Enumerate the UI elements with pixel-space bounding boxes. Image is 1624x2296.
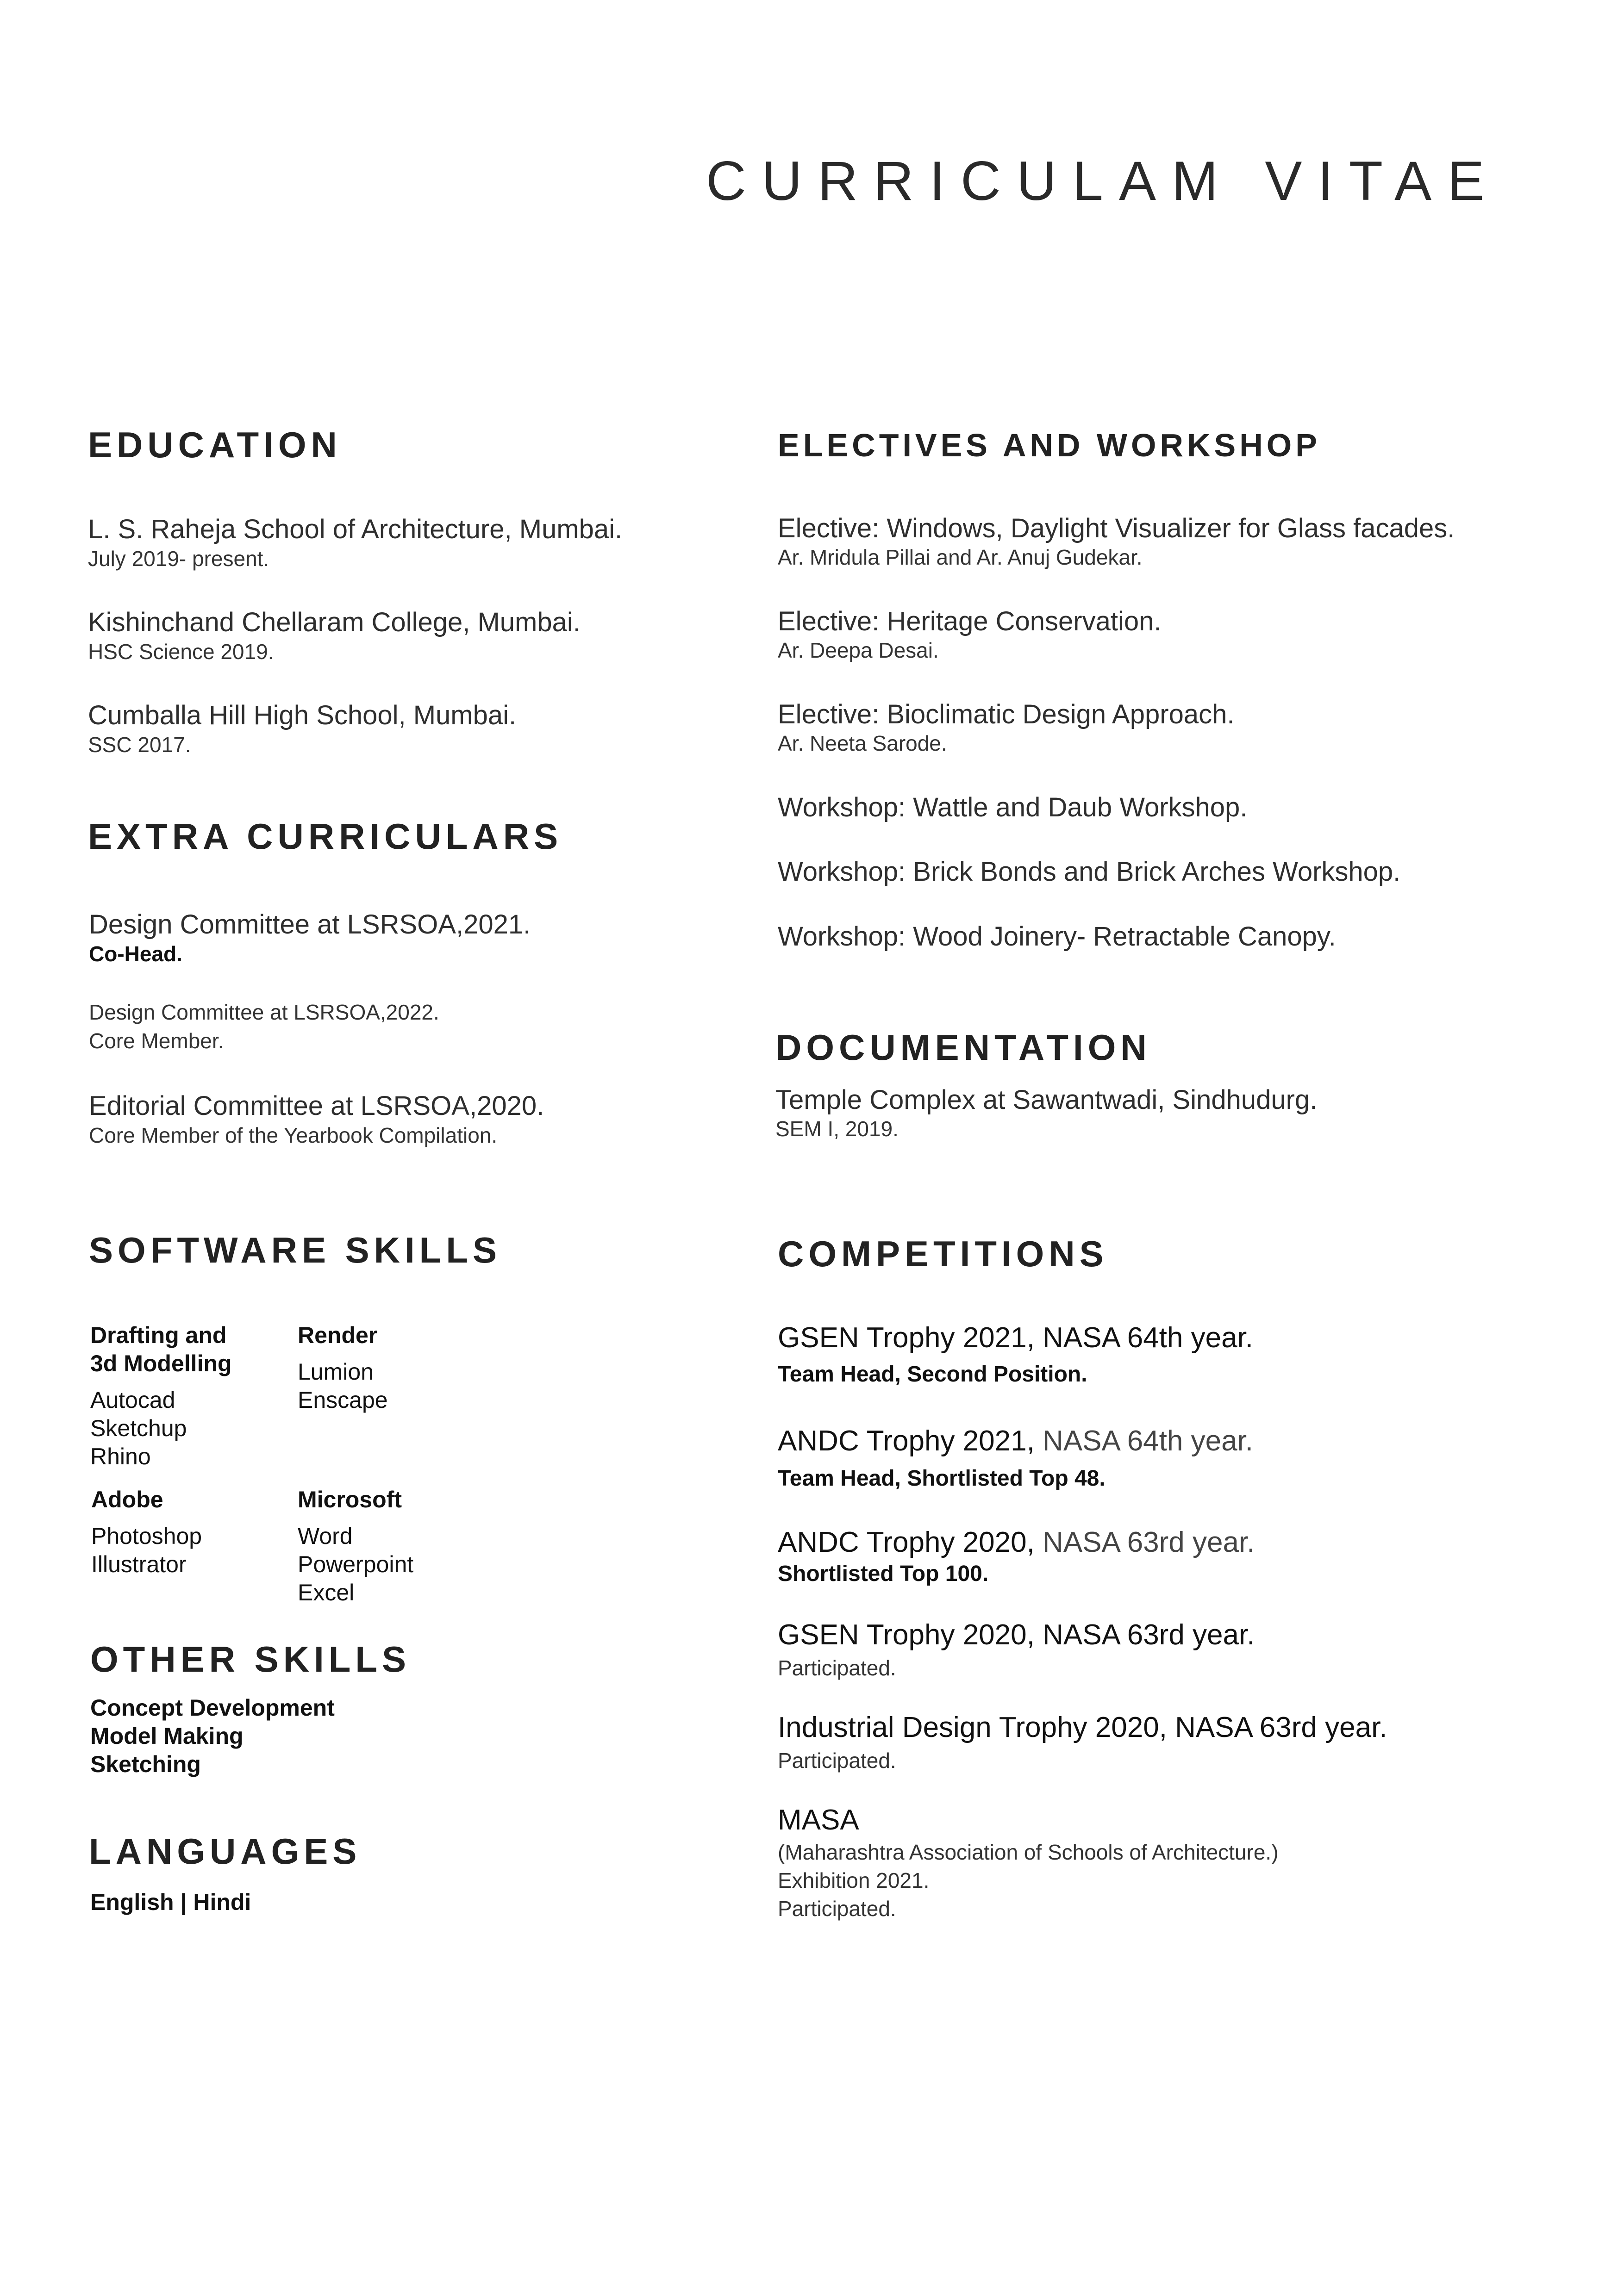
competition-item-detail: Participated. [778,1748,896,1773]
elective-item-name: Elective: Bioclimatic Design Approach. [778,699,1235,729]
extra-curriculars-heading: EXTRA CURRICULARS [88,816,563,857]
software-item: Powerpoint [298,1551,414,1577]
extra-item-name: Design Committee at LSRSOA,2022. [89,1000,439,1024]
extra-item-detail: Core Member of the Yearbook Compilation. [89,1123,498,1147]
elective-item-name: Elective: Heritage Conservation. [778,606,1162,636]
competition-item-name: Industrial Design Trophy 2020, NASA 63rd year. [778,1711,1387,1743]
adobe-group [91,1486,202,1579]
workshop-item: Workshop: Wattle and Daub Workshop. [778,792,1248,822]
competition-item-detail: Participated. [778,1656,896,1680]
workshop-item: Workshop: Brick Bonds and Brick Arches Workshop. [778,857,1401,887]
software-item: Photoshop [91,1523,202,1549]
software-item: Illustrator [91,1551,187,1577]
competition-role: Team Head, [778,1466,907,1491]
software-item: Sketchup [90,1415,187,1441]
education-heading: EDUCATION [88,424,342,465]
competition-year: NASA 64th year. [1034,1425,1254,1457]
extra-item-detail: Co-Head. [89,942,182,966]
elective-item-name: Elective: Windows, Daylight Visualizer for Glass facades. [778,513,1455,543]
software-item: Excel [298,1580,355,1605]
education-item-detail: July 2019- present. [88,547,269,571]
elective-item-detail: Ar. Mridula Pillai and Ar. Anuj Gudekar. [778,545,1143,569]
other-skill-item: Model Making [90,1723,244,1749]
competition-item-name: GSEN Trophy 2020, NASA 63rd year. [778,1619,1255,1651]
elective-item-detail: Ar. Deepa Desai. [778,638,939,662]
education-item-name: L. S. Raheja School of Architecture, Mumbai. [88,514,623,544]
page-title: CURRICULAM VITAE [706,150,1500,212]
competitions-heading: COMPETITIONS [778,1233,1108,1274]
languages-heading: LANGUAGES [89,1831,362,1872]
software-item: Lumion [298,1359,374,1385]
drafting-label: Drafting and [90,1322,227,1348]
competition-item-detail: Participated. [778,1897,896,1921]
competition-title: ANDC Trophy 2021, [778,1425,1035,1457]
software-item: Rhino [90,1444,151,1469]
competition-item-name: MASA [778,1804,859,1836]
competition-year: NASA 63rd year. [1034,1526,1255,1558]
software-skills-heading: SOFTWARE SKILLS [89,1230,501,1270]
software-item: Autocad [90,1387,175,1413]
adobe-label: Adobe [91,1487,163,1512]
drafting-group [90,1321,232,1471]
languages-list: English | Hindi [90,1889,251,1915]
competition-item-detail [778,1466,1106,1491]
competition-result: Shortlisted Top 48. [907,1466,1106,1491]
competition-role: Team Head, [778,1362,907,1387]
competition-item-name [778,1425,1253,1457]
competition-item-detail: Exhibition 2021. [778,1868,930,1892]
other-skill-item: Sketching [90,1751,201,1777]
education-item-name: Kishinchand Chellaram College, Mumbai. [88,607,581,637]
elective-item-detail: Ar. Neeta Sarode. [778,731,947,755]
microsoft-label: Microsoft [298,1487,402,1512]
electives-heading: ELECTIVES AND WORKSHOP [778,427,1321,463]
competition-item-detail: (Maharashtra Association of Schools of Architecture.) [778,1840,1279,1864]
other-skills-list [90,1694,335,1779]
competition-title: ANDC Trophy 2020, [778,1526,1035,1558]
competition-item-detail: Shortlisted Top 100. [778,1562,989,1586]
software-item: Enscape [298,1387,388,1413]
competition-item-name [778,1526,1255,1559]
extra-item-name: Design Committee at LSRSOA,2021. [89,909,531,940]
competition-item-detail [778,1362,1087,1387]
drafting-label: 3d Modelling [90,1350,232,1376]
render-label: Render [298,1322,378,1348]
competition-item-name: GSEN Trophy 2021, NASA 64th year. [778,1322,1254,1354]
extra-item-detail: Core Member. [89,1029,224,1053]
competition-result: Second Position. [907,1362,1087,1387]
education-item-detail: SSC 2017. [88,733,191,757]
workshop-item: Workshop: Wood Joinery- Retractable Canopy. [778,921,1336,952]
other-skills-heading: OTHER SKILLS [90,1639,411,1680]
render-group [298,1321,388,1414]
microsoft-group [298,1486,413,1607]
documentation-item-name: Temple Complex at Sawantwadi, Sindhudurg. [775,1085,1318,1115]
documentation-heading: DOCUMENTATION [775,1027,1151,1068]
extra-item-name: Editorial Committee at LSRSOA,2020. [89,1091,544,1121]
documentation-item-detail: SEM I, 2019. [775,1117,899,1141]
education-item-detail: HSC Science 2019. [88,640,274,664]
other-skill-item: Concept Development [90,1695,335,1721]
education-item-name: Cumballa Hill High School, Mumbai. [88,700,517,730]
software-item: Word [298,1523,353,1549]
